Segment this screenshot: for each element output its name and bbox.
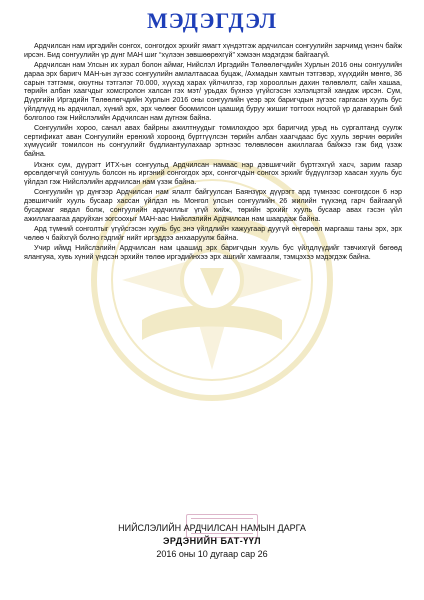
paragraph: Ардчилсан нам иргэдийн сонгох, сонгогдох эрхийг ямагт хүндэтгэж ардчилсан сонгуулийн зарчимд үнэнч байж ирсэн. Бид сонгуулийн үр дүнг МАН шиг “хүлээн зөвшөөрөхгүй” хэмээн мэдэгдэж байгаагүй.: [24, 42, 402, 59]
document-body: [24, 42, 402, 263]
paragraph: Сонгуулийн үр дүнгээр Ардчилсан нам ялалт байгуулсан Баянзүрх дүүрэгт ард түмнээс сонгогдсон 6 нэр дэвшигчийг хууль бусаар хассан үйлдэл нь Монгол улсын сонгуулийн 26 жилийн түүхэнд гарч байгаагүй бусармаг явдал болж, сонгуулийн ардчиллыг үгүй хийж, төрийн эрхийг хууль бусаар авах гэсэн үйл ажиллагаагаа даруйхан зогсоохыг МАН-аас Нийслэлийн Ардчилсан нам шаардаж байна.: [24, 188, 402, 223]
paragraph: Ихэнх сум, дүүрэгт ИТХ-ын сонгуульд Ардчилсан намаас нэр дэвшигчийг бүртгэхгүй хасч, зарим газар өрсөлдөгчгүй сонгууль болсон нь иргэний сонгогдох эрх, сонгогчдын сонгох эрхийг бүдүүлгээр хаасан хууль бус үйлдэл гэж Нийслэлийн ардчилсан нам үзэж байна.: [24, 160, 402, 187]
signature-date: 2016 оны 10 дугаар сар 26: [156, 549, 268, 559]
paragraph: Ард түмний сонголтыг үгүйсгэсэн хууль бус энэ үйлдлийн хажуугаар дуугүй өнгөрөөл маргааш таны эрх, эрх чөлөө ч байхгүй болно гэдгийг нийт иргэддээ анхааруулж байна.: [24, 224, 402, 242]
paragraph: Сонгуулийн хороо, санал авах байрны ажилтнуудыг томилохдоо эрх баригчид урьд нь сургалтанд суулж сертификат аван Сонгуулийн ерөнхий хороонд бүртгүүлсэн төрийн албан хаагчдаас бус хууль зөрчин өөрийн хүмүүсийг томилсон нь сонгуулийг бүдлиантуулахаар эртнээс төлөвлөсөн ажиллагаа байжээ гэж бид үзэж байна.: [24, 123, 402, 159]
signature-name: ЭРДЭНИЙН БАТ-ҮҮЛ: [162, 536, 262, 546]
signature-title: НИЙСЛЭЛИЙН АРДЧИЛСАН НАМЫН ДАРГА: [118, 523, 306, 533]
document-title: МЭДЭГДЭЛ: [146, 8, 278, 33]
signature-block: [0, 522, 424, 561]
paragraph: Учир иймд Нийслэлийн Ардчилсан нам цаашид эрх баригчдын хууль бус үйлдлүүдийг тэвчихгүй бөгөөд ялангуяа, хувь хүний үндсэн эрхийн төлөө иргэдийнхээ эрх ашгийг хамгаалж, тэмцэхээ мэдэгдэж байна.: [24, 244, 402, 261]
paragraph: Ардчилсан нам Улсын их хурал болон аймаг, Нийслэл Иргэдийн Төлөөлөгчдийн Хурлын 2016 оны сонгуулийн дараа эрх баригч МАН-ын зүгээс сонгуулийн амлалтаасаа буцаж, /Ахмадын хамтын тэтгэвэр, хүүхдийн мөнгө, 36 сарын тэтгэмж, оюутны тэтгэлэг 70.000, хүүхэд харах үйлчилгээ, гэр хорооллын дахин төлөвлөлт, сайн хашаа, төрийн албан хаагчдыг хомсгролон халсан гэх мэт/ урьдах бүхнээ үгүйсгэсэн хэлэлцэтэй хандаж ирсэн. Сум, Дүүргийн Иргэдийн Төлөөлөгчдийн Хурлын 2016 оны сонгуулийн үеэр эрх баригчдын зүгээс гаргасан хууль бус үйлдлүүд нь ардчилал, хүний эрх, эрх чөлөөг боомилсон цаашид буруу жишиг тогтоох ноцтой үр дагаварын бий болголоо гэж Нийслэлийн Ардчилсан нам дүгнэж байна.: [24, 61, 402, 122]
